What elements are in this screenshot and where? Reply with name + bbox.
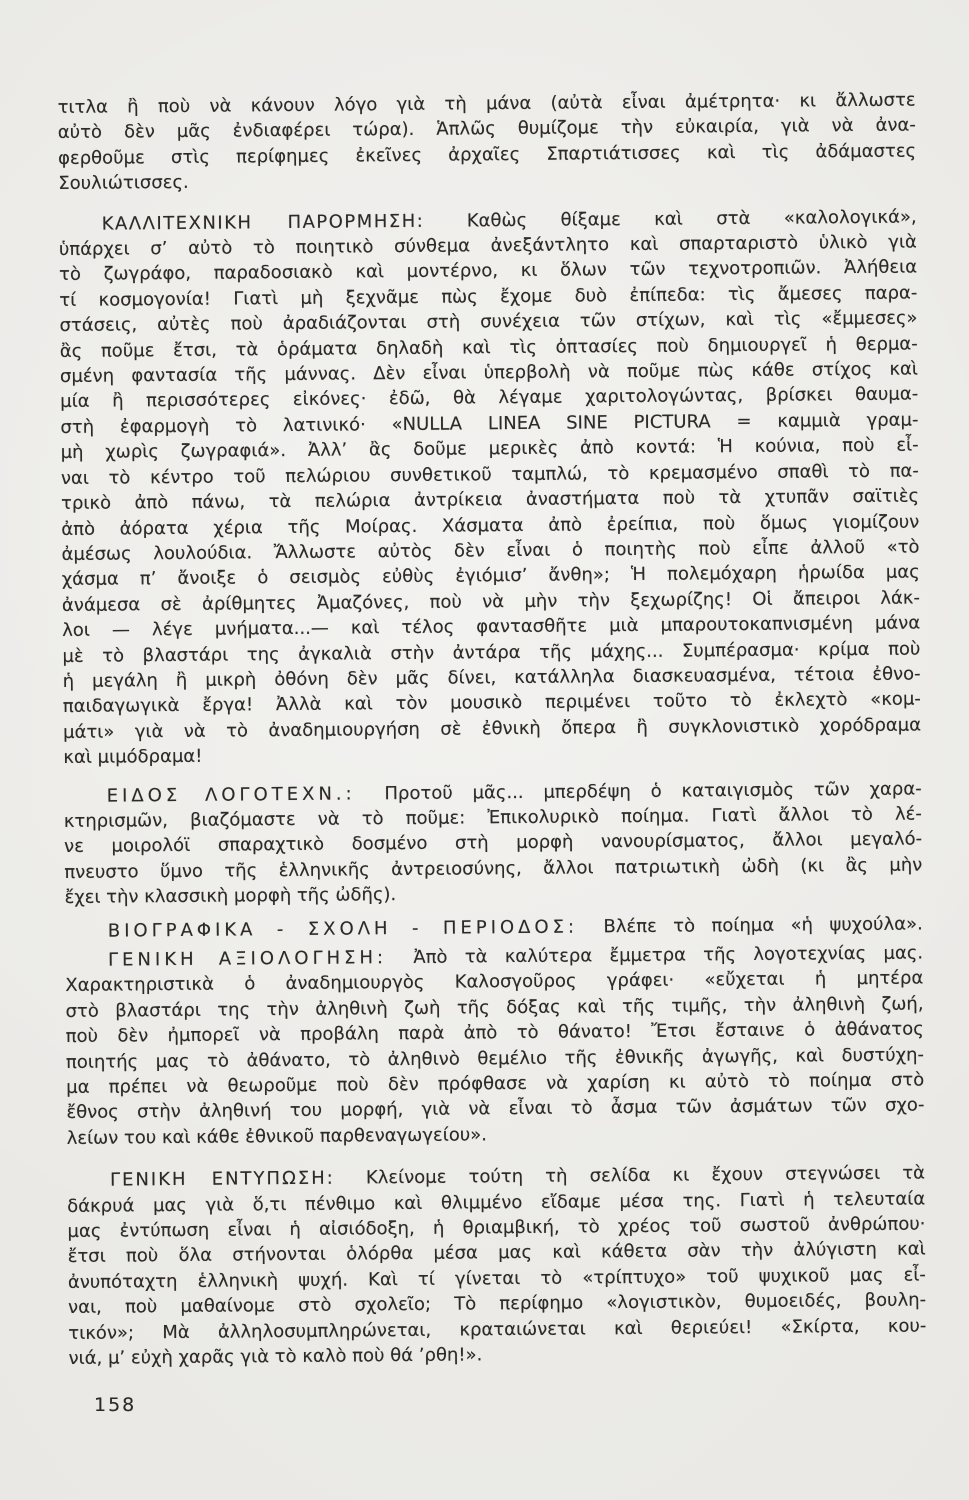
page-text (58, 88, 927, 1372)
section-header: ΕΙΔΟΣ ΛΟΓΟΤΕΧΝ.: (106, 783, 356, 807)
text-line: ἀνάμεσα σὲ ἀρίθμητες Ἀμαζόνες, ποὺ νὰ μὴν τὴν ξεχωρίζης! Οἱ ἄπειροι λάκ- (61, 587, 921, 616)
section-header: ΓΕΝΙΚΗ ΑΞΙΟΛΟΓΗΣΗ: (108, 947, 388, 971)
text-line: ἀπὸ ἀόρατα χέρια τῆς Μοίρας. Χάσματα ἀπὸ ἐρείπια, ποὺ ὅμως γιομίζουν (61, 511, 920, 540)
text-line: ναι τὸ κέντρο τοῦ πελώριου συνθετικοῦ ταμπλώ, τὸ κρεμασμένο σπαθὶ τὸ πα- (60, 460, 919, 489)
text-line: στὸ βλαστάρι της τὴν ἀληθινὴ ζωὴ τῆς δόξας καὶ τῆς τιμῆς, τὴν ἀληθινὴ ζωή, (65, 993, 924, 1022)
text-line: μὴ χωρὶς ζωγραφιά». Ἀλλ’ ἂς δοῦμε μερικὲς ἀπὸ κοντά: Ἡ κούνια, ποὺ εἶ- (60, 434, 919, 464)
text-line: νιά, μ’ εὐχὴ χαρᾶς γιὰ τὸ καλὸ ποὺ θά ’ρθη!». (68, 1344, 483, 1370)
text-line: μας ἐντύπωση εἶναι ἡ αἰσιόδοξη, ἡ θριαμβική, τὸ χρέος τοῦ σωστοῦ ἀνθρώπου· (67, 1213, 926, 1243)
text-line: ναι, ποὺ μαθαίνομε στὸ σχολεῖο; Τὸ περίφημο «λογιστικὸν, θυμοειδές, βουλη- (68, 1289, 927, 1319)
paragraph (67, 1161, 927, 1372)
text-line: λοι — λέγε μνήματα...— καὶ τέλος φαντασθῆτε μιὰ μπαρουτοκαπνισμένη μάνα (62, 612, 921, 642)
text-line: ἀνυπόταχτη ἑλληνικὴ ψυχή. Καὶ τί γίνεται τὸ «τρίπτυχο» τοῦ ψυχικοῦ μας εἶ- (67, 1264, 926, 1293)
text-line: τιτλα ἢ ποὺ νὰ κάνουν λόγο γιὰ τὴ μάνα (αὐτὰ εἶναι ἀμέτρητα· κι ἄλλωστε (57, 89, 916, 119)
text-line: πνευστο ὕμνο τῆς ἑλληνικῆς ἀντρειοσύνης, ἄλλοι πατριωτικὴ ὠδὴ (κι ἂς μὴν (64, 854, 923, 883)
text-line: νε μοιρολόϊ σπαραχτικὸ δοσμένο στὴ μορφὴ νανουρίσματος, ἄλλοι μεγαλό- (64, 828, 923, 858)
text-line: κτηρισμῶν, βιαζόμαστε νὰ τὸ ποῦμε: Ἐπικολυρικὸ ποίημα. Γιατὶ ἄλλοι τὸ λέ- (63, 803, 922, 832)
text-line: τρικὸ ἀπὸ πάνω, τὰ πελώρια ἀντρίκεια ἀναστήματα ποὺ τὰ χτυπᾶν σαϊτιὲς (61, 485, 920, 515)
text-line: ΓΕΝΙΚΗ ΑΞΙΟΛΟΓΗΣΗ: Ἀπὸ τὰ καλύτερα ἔμμετρα τῆς λογοτεχνίας μας. (108, 942, 924, 971)
text-line: τὸ ζωγράφο, παραδοσιακὸ καὶ μοντέρνο, κι ὅλων τῶν τεχνοτροπιῶν. Ἀλήθεια (59, 256, 918, 286)
text-line: ἔχει τὴν κλασσικὴ μορφὴ τῆς ὠδῆς). (64, 884, 397, 909)
text-line: στάσεις, αὐτὲς ποὺ ἀραδιάζονται στὴ συνέχεια τῶν στίχων, καὶ τὶς «ἔμμεσες» (59, 307, 918, 337)
section-header: ΓΕΝΙΚΗ ΕΝΤΥΠΩΣΗ: (109, 1167, 335, 1191)
text-line: τικόν»; Μὰ ἀλληλοσυμπληρώνεται, κραταιώνεται καὶ θεριεύει! «Σκίρτα, κου- (68, 1315, 927, 1344)
page-number: 158 (94, 1394, 137, 1416)
text-line: ἀμέσως λουλούδια. Ἄλλωστε αὐτὸς δὲν εἶναι ὁ ποιητὴς ποὺ εἶπε ἀλλοῦ «τὸ (61, 536, 920, 565)
text-line: στὴ ἐφαρμογὴ τὸ λατινικό· «NULLA LINEA SINE PICTURA = καμμιὰ γραμ- (60, 409, 919, 438)
text-line: μάτι» γιὰ νὰ τὸ ἀναδημιουργήση σὲ ἐθνικὴ ὄπερα ἢ συγκλονιστικὸ χορόδραμα (63, 714, 922, 743)
paragraph (58, 88, 917, 197)
text-line: ποιητής μας τὸ ἀθάνατο, τὸ ἀληθινὸ θεμέλιο τῆς ἐθνικῆς ἀγωγῆς, καὶ δυστύχη- (65, 1044, 925, 1073)
text-line: Σουλιώτισσες. (58, 172, 189, 195)
text-line: ἔθνος στὴν ἀληθινή του μορφή, γιὰ νὰ εἶναι τὸ ἆσμα τῶν ἀσμάτων τῶν σχο- (66, 1094, 925, 1124)
text-line: ἡ μεγάλη ἢ μικρὴ ὀθόνη δὲν μᾶς δίνει, κατάλληλα διασκευασμένα, τέτοια ἐθνο- (62, 663, 921, 692)
paragraph (64, 776, 923, 911)
text-line: δάκρυά μας γιὰ ὅ,τι πένθιμο καὶ θλιμμένο εἴδαμε μέσα της. Γιατὶ ἡ τελευταία (67, 1188, 926, 1217)
text-line: καὶ μιμόδραμα! (63, 745, 203, 769)
section-header: ΚΑΛΛΙΤΕΧΝΙΚΗ ΠΑΡΟΡΜΗΣΗ: (101, 210, 425, 235)
text-line: μία ἢ περισσότερες εἰκόνες· ἐδῶ, θὰ λέγαμε χαριτολογώντας, βρίσκει θαυμα- (60, 383, 919, 413)
text-line: σμένη φαντασία τῆς μάννας. Δὲν εἶναι ὑπερβολὴ νὰ ποῦμε πὼς κάθε στίχος καὶ (59, 358, 919, 388)
text-line: τί κοσμογονία! Γιατὶ μὴ ξεχνᾶμε πὼς ἔχομε δυὸ ἐπίπεδα: τὶς ἄμεσες παρα- (59, 282, 918, 311)
paragraph (65, 911, 923, 944)
text-line: παιδαγωγικὰ ἔργα! Ἀλλὰ καὶ τὸν μουσικὸ περιμένει τοῦτο τὸ ἐκλεχτὸ «κομ- (62, 688, 921, 718)
text-line: ἔτσι ποὺ ὅλα στήνονται ὁλόρθα μέσα μας καὶ κάθετα σὰν τὴν ἀλύγιστη καὶ (67, 1238, 926, 1268)
text-line: ποὺ δὲν ἠμπορεῖ νὰ προβάλη παρὰ ἀπὸ τὸ θάνατο! Ἔτσι ἔσταινε ὁ ἀθάνατος (65, 1018, 924, 1048)
text-line: ΚΑΛΛΙΤΕΧΝΙΚΗ ΠΑΡΟΡΜΗΣΗ: Καθὼς θίξαμε καὶ στὰ «καλολογικά», (101, 206, 917, 235)
text-line: μὲ τὸ βλαστάρι της ἀγκαλιὰ στὴν ἀντάρα τῆς μάχης... Συμπέρασμα· κρίμα ποὺ (62, 638, 921, 667)
text-line: χάσμα π’ ἄνοιξε ὁ σεισμὸς εὐθὺς ἐγιόμισ’ ἄνθη»; Ἡ πολεμόχαρη ἡρωίδα μας (61, 561, 920, 591)
text-line: μα πρέπει νὰ θεωροῦμε ποὺ δὲν πρόφθασε νὰ χαρίση κι αὐτὸ τὸ ποίημα στὸ (66, 1069, 925, 1099)
text-line: ΒΙΟΓΡΑΦΙΚΑ - ΣΧΟΛΗ - ΠΕΡΙΟΔΟΣ: Βλέπε τὸ ποίημα «ἡ ψυχούλα». (107, 913, 923, 942)
paragraph (59, 204, 922, 770)
section-header: ΒΙΟΓΡΑΦΙΚΑ - ΣΧΟΛΗ - ΠΕΡΙΟΔΟΣ: (107, 916, 579, 942)
text-line: αὐτὸ δὲν μᾶς ἐνδιαφέρει τώρα). Ἁπλῶς θυμίζομε τὴν εὐκαιρία, γιὰ νὰ ἀνα- (57, 114, 916, 144)
text-line: ἂς ποῦμε ἔτσι, τὰ ὁράματα δηλαδὴ καὶ τὶς ὀπτασίες ποὺ δημιουργεῖ ἡ θερμα- (59, 333, 918, 362)
text-line: Χαρακτηριστικὰ ὁ ἀναδημιουργὸς Καλοσγοῦρος γράφει· «εὔχεται ἡ μητέρα (65, 967, 924, 997)
paragraph (65, 940, 925, 1151)
text-line: λείων του καὶ κάθε ἐθνικοῦ παρθεναγωγείου». (66, 1124, 488, 1149)
text-line: φερθοῦμε στὶς περίφημες ἐκεῖνες ἀρχαῖες Σπαρτιάτισσες καὶ τὶς ἀδάμαστες (58, 140, 917, 169)
text-line: ΓΕΝΙΚΗ ΕΝΤΥΠΩΣΗ: Κλείνομε τούτη τὴ σελίδα κι ἔχουν στεγνώσει τὰ (109, 1162, 926, 1191)
text-line: ΕΙΔΟΣ ΛΟΓΟΤΕΧΝ.: Προτοῦ μᾶς... μπερδέψη ὁ καταιγισμὸς τῶν χαρα- (106, 778, 922, 807)
text-line: ὑπάρχει σ’ αὐτὸ τὸ ποιητικὸ σύνθεμα ἀνεξάντλητο καὶ σπαρταριστὸ ὑλικὸ γιὰ (58, 231, 917, 261)
